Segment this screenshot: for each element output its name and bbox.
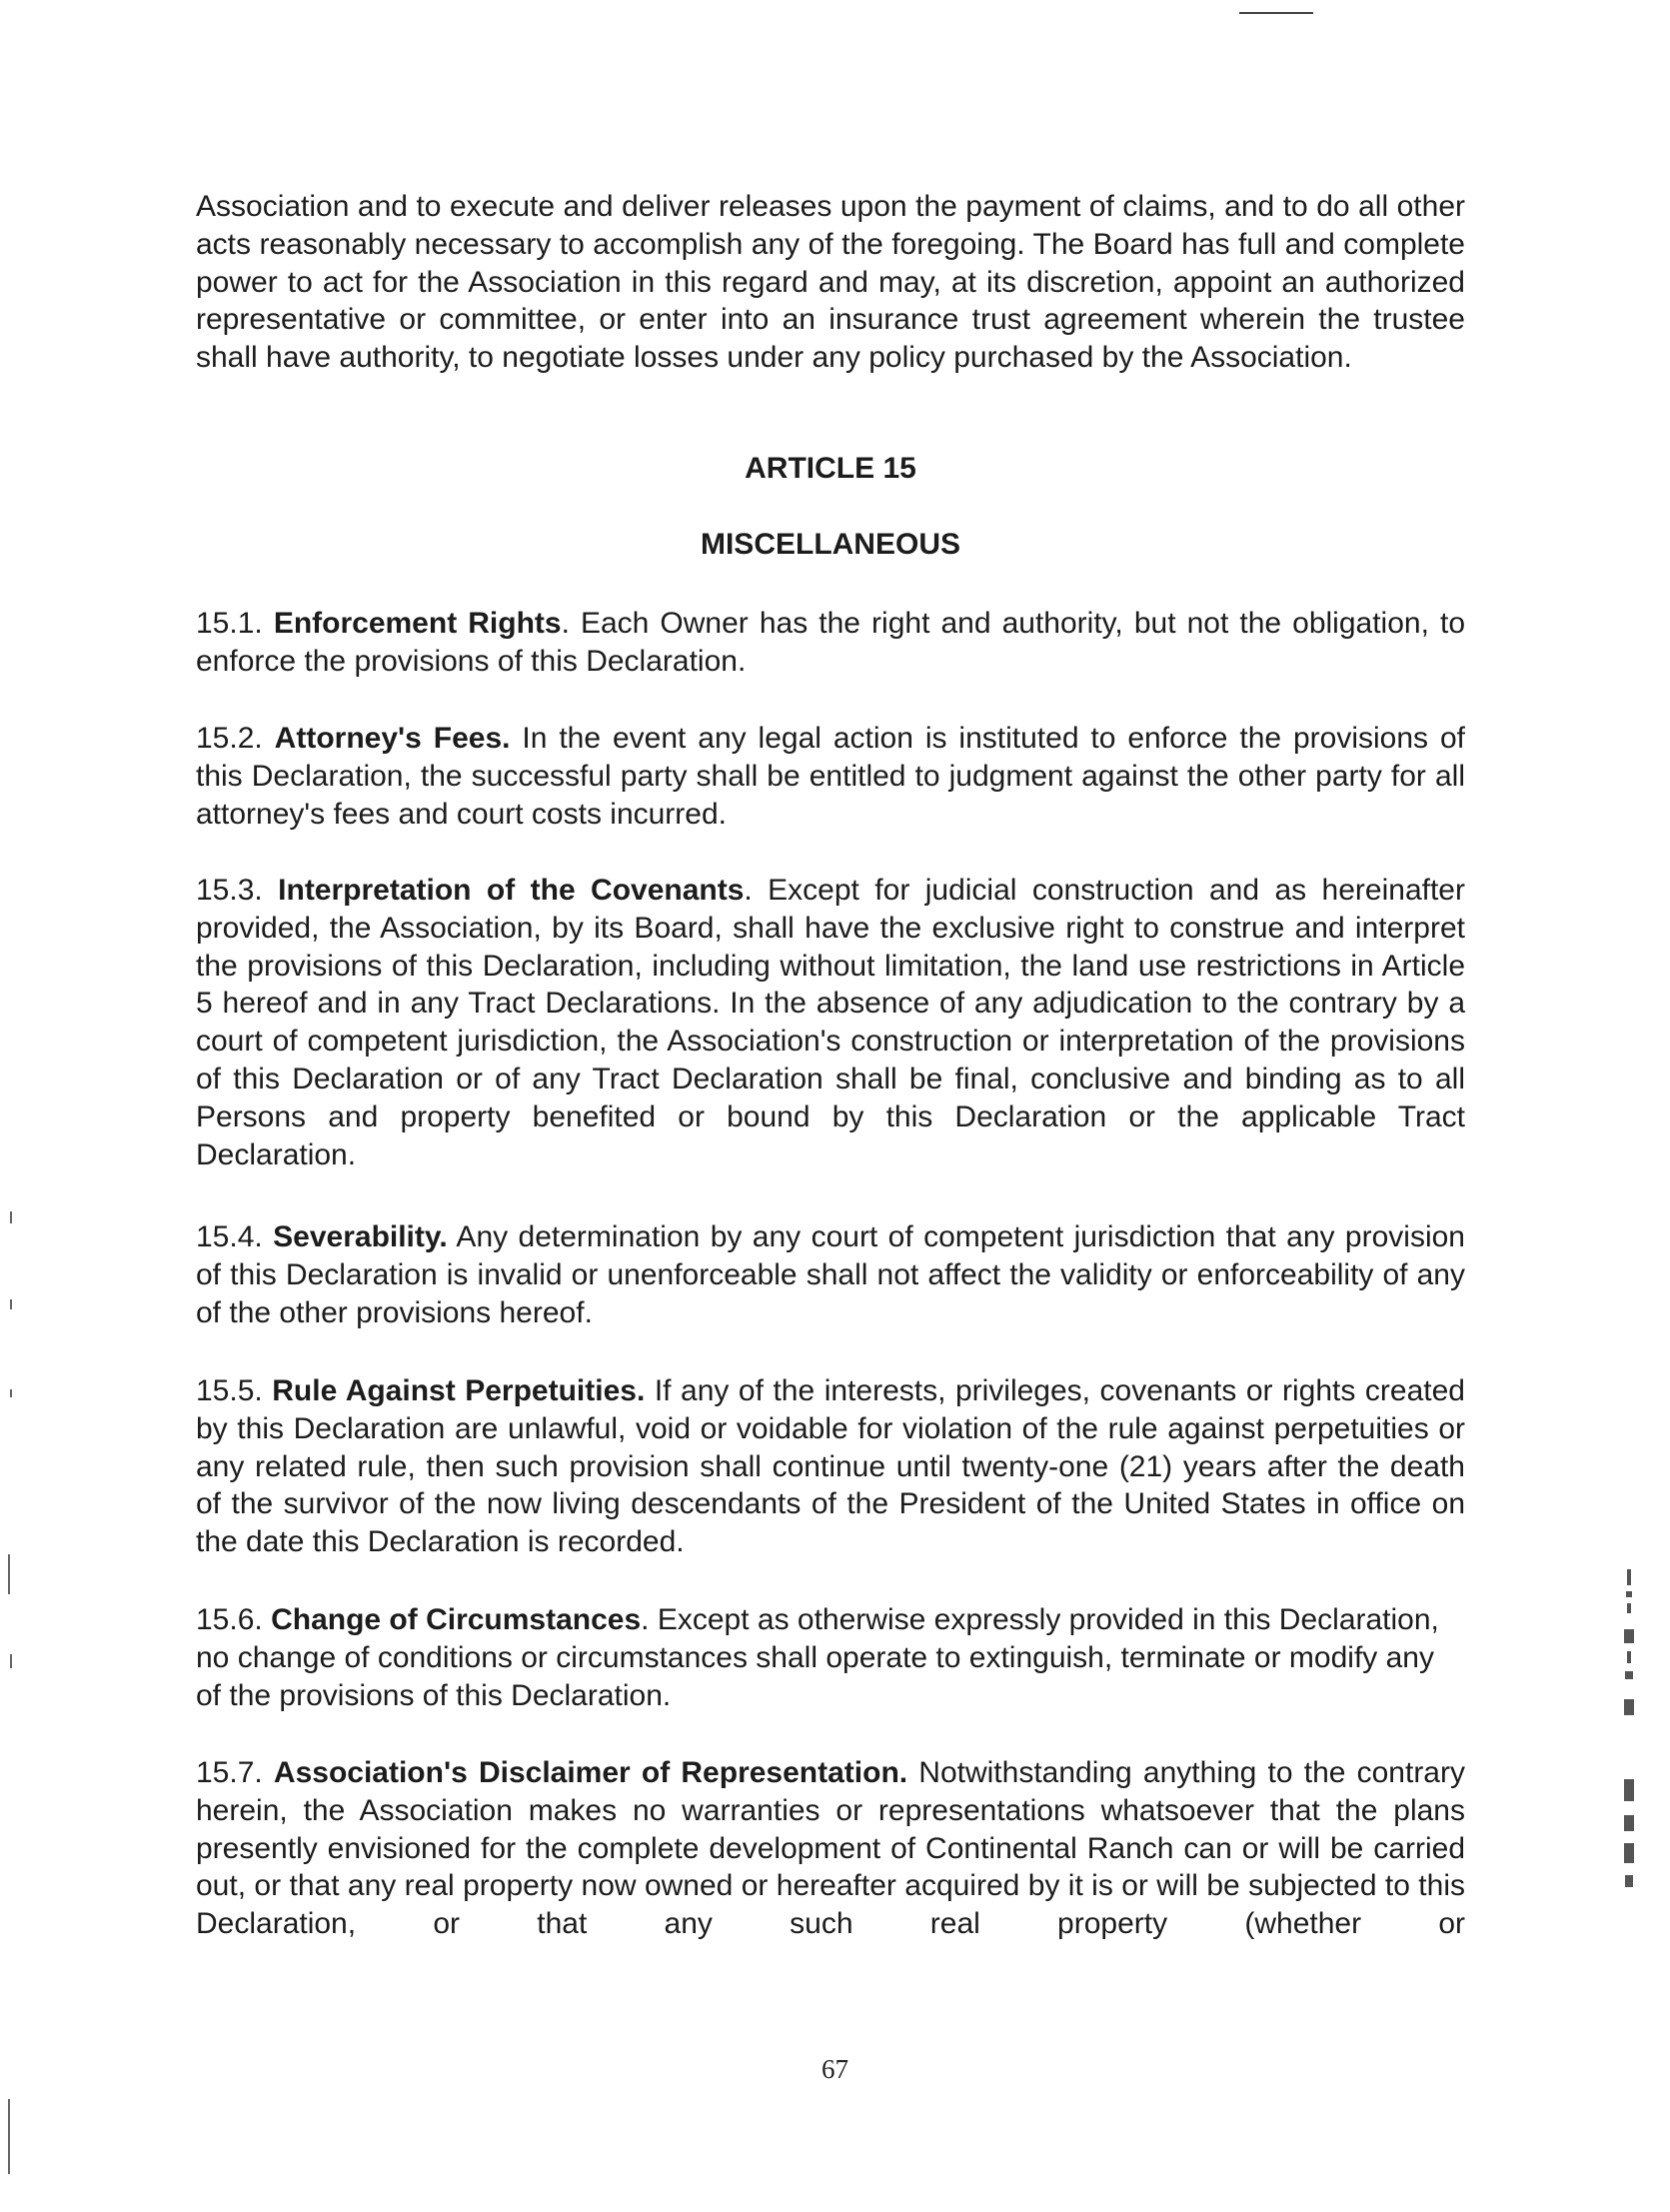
scan-mark [10,1654,12,1668]
article-title: MISCELLANEOUS [700,528,960,561]
scan-mark [10,1389,12,1397]
section-number: 15.1. [196,607,263,640]
section-text: Any determination by any court of competent jurisdiction that any provision of this Declaration is invalid or unenforceable shall not affect the validity or enforceability of any of the other provisions hereof. [196,1220,1465,1329]
section-title: Rule Against Perpetuities. [272,1374,646,1407]
section-15-5 [196,1372,1465,1561]
section-number: 15.3. [196,874,263,907]
intro-text: Association and to execute and deliver releases upon the payment of claims, and to do all other acts reasonably necessary to accomplish any of the foregoing. The Board has full and complete power to act for the Association in this regard and may, at its discretion, appoint an authorized representative or committee, or enter into an insurance trust agreement wherein the trustee shall have authority, to negotiate losses under any policy purchased by the Association. [196,190,1465,375]
section-title: Change of Circumstances [271,1603,642,1636]
section-text: In the event any legal action is instituted to enforce the provisions of this Declaration, the successful party shall be entitled to judgment against the other party for all attorney's fees and court costs incurred. [196,722,1465,831]
section-15-2 [196,720,1465,833]
section-number: 15.7. [196,1756,263,1789]
section-title: Severability. [273,1220,448,1253]
section-15-1 [196,605,1465,681]
section-title: Interpretation of the Covenants [278,874,745,907]
section-number: 15.5. [196,1374,263,1407]
scan-mark [10,1299,12,1309]
section-text: Notwithstanding anything to the contrary herein, the Association makes no warranties or representations whatsoever that the plans presently envisioned for the complete development of Continental Ranch can or will be carried out, or that any real property now owned or hereafter acquired by it is or will be subjected to this Declaration, or that any such real property (whether or [196,1756,1465,1941]
section-text: . Except as otherwise expressly provided in this Declaration, no change of conditions or circumstances shall operate to extinguish, terminate or modify any of the provisions of this Declaration. [196,1603,1439,1712]
intro-paragraph [196,188,1465,377]
scan-mark [10,1211,12,1223]
section-text: . Except for judicial construction and as hereinafter provided, the Association, by its Board, shall have the exclusive right to construe and interpret the provisions of this Declaration, including without limitation, the land use restrictions in Article 5 hereof and in any Tract Declarations. In the absence of any adjudication to the contrary by a court of competent jurisdiction, the Association's construction or interpretation of the provisions of this Declaration or of any Tract Declaration shall be final, conclusive and binding as to all Persons and property benefited or bound by this Declaration or the applicable Tract Declaration. [196,874,1465,1171]
section-15-3 [196,872,1465,1173]
section-title: Enforcement Rights [273,607,562,640]
section-number: 15.2. [196,722,263,755]
section-text: . Each Owner has the right and authority, but not the obligation, to enforce the provisions of this Declaration. [196,607,1466,678]
section-number: 15.4. [196,1220,263,1253]
page-number: 67 [822,2054,848,2084]
section-15-4 [196,1218,1465,1331]
article-number: ARTICLE 15 [745,452,916,485]
section-15-6 [196,1601,1465,1714]
scan-mark [8,1554,10,1594]
section-number: 15.6. [196,1603,263,1636]
section-title: Association's Disclaimer of Representation. [273,1756,908,1789]
section-15-7 [196,1754,1465,1943]
recording-stamp-mark [1617,1569,1641,1939]
scan-mark [8,2099,10,2174]
section-title: Attorney's Fees. [274,722,511,755]
scan-artifact-line [1239,12,1313,14]
section-text: If any of the interests, privileges, covenants or rights created by this Declaration are unlawful, void or voidable for violation of the rule against perpetuities or any related rule, then such provision shall continue until twenty-one (21) years after the death of the survivor of the now living descendants of the President of the United States in office on the date this Declaration is recorded. [196,1374,1465,1559]
